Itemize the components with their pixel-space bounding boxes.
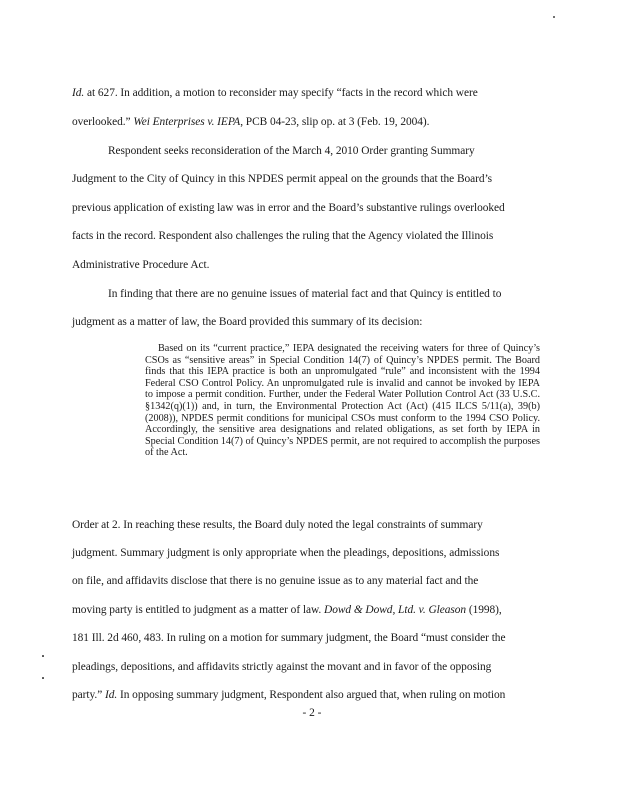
- text-line: moving party is entitled to judgment as a matter of law. Dowd & Dowd, Ltd. v. Gleason (1998),: [72, 604, 502, 616]
- case-name: Dowd & Dowd, Ltd. v. Gleason: [324, 604, 467, 616]
- scan-speck: [553, 16, 555, 18]
- text-line: judgment. Summary judgment is only appropriate when the pleadings, depositions, admissions: [72, 547, 500, 559]
- text-line: Respondent seeks reconsideration of the March 4, 2010 Order granting Summary: [108, 145, 475, 157]
- text-line: pleadings, depositions, and affidavits strictly against the movant and in favor of the opposing: [72, 661, 492, 673]
- text-line: In finding that there are no genuine issues of material fact and that Quincy is entitled to: [108, 288, 502, 300]
- text-line: party.” Id. In opposing summary judgment, Respondent also argued that, when ruling on motion: [72, 689, 506, 701]
- text-line: Administrative Procedure Act.: [72, 259, 210, 271]
- scan-speck: [42, 677, 44, 679]
- text-line: previous application of existing law was in error and the Board’s substantive rulings overlooked: [72, 202, 505, 214]
- text-line: Order at 2. In reaching these results, the Board duly noted the legal constraints of summary: [72, 519, 483, 531]
- text-line: 181 Ill. 2d 460, 483. In ruling on a motion for summary judgment, the Board “must consider the: [72, 632, 506, 644]
- text-line: overlooked.” Wei Enterprises v. IEPA, PCB 04-23, slip op. at 3 (Feb. 19, 2004).: [72, 116, 430, 128]
- citation: Id.: [105, 689, 118, 701]
- citation: Id.: [72, 87, 85, 99]
- text-line: Judgment to the City of Quincy in this NPDES permit appeal on the grounds that the Board’s: [72, 173, 493, 185]
- scan-speck: [42, 655, 44, 657]
- case-name: Wei Enterprises v. IEPA: [133, 116, 241, 128]
- text-line: facts in the record. Respondent also challenges the ruling that the Agency violated the Illinois: [72, 230, 494, 242]
- text-line: on file, and affidavits disclose that there is no genuine issue as to any material fact and the: [72, 575, 479, 587]
- text-line: Id. at 627. In addition, a motion to reconsider may specify “facts in the record which were: [72, 87, 478, 99]
- text-line: judgment as a matter of law, the Board provided this summary of its decision:: [72, 316, 423, 328]
- block-quote: Based on its “current practice,” IEPA designated the receiving waters for three of Quincy’s CSOs as “sensitive areas” in Special Condition 14(7) of Quincy’s NPDES permit. The Board finds that this IEPA practice is both an unpromulgated “rule” and inconsistent with the 1994 Federal CSO Control Policy. An unpromulgated rule is invalid and cannot be invoked by IEPA to impose a permit condition. Further, under the Federal Water Pollution Control Act (33 U.S.C. §1342(q)(1)) and, in turn, the Environmental Protection Act (Act) (415 ILCS 5/11(a), 39(b) (2008)), NPDES permit conditions for municipal CSOs must conform to the 1994 CSO Policy. Accordingly, the sensitive area designations and related obligations, as set forth by IEPA in Special Condition 14(7) of Quincy’s NPDES permit, are not required to accomplish the purposes of the Act.: [145, 343, 540, 459]
- page-number: - 2 -: [302, 707, 322, 719]
